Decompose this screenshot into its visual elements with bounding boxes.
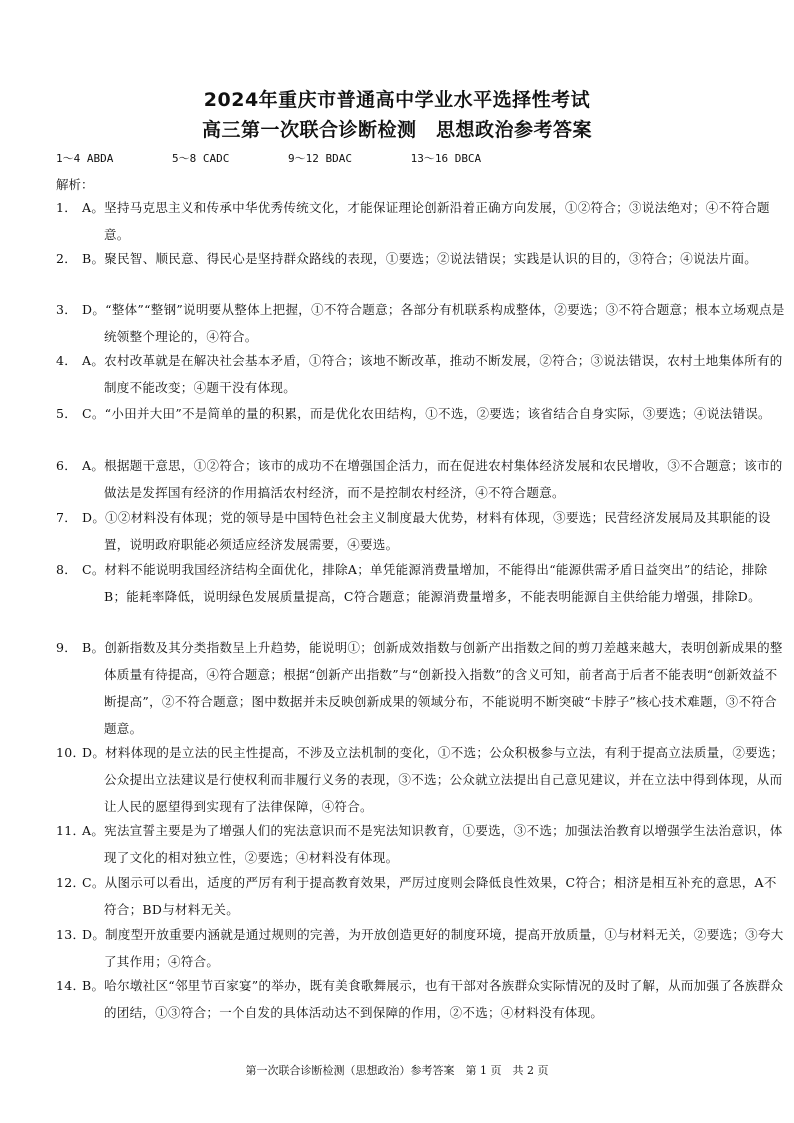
analysis-item: 1． A。坚持马克思主义和传承中华优秀传统文化，才能保证理论创新沿着正确方向发展，①②符合；③说法绝对；④不符合题意。 bbox=[56, 200, 770, 242]
analysis-text: 哈尔墩社区“邻里节百家宴”的举办，既有美食歌舞展示，也有干部对各族群众实际情况的及时了解，从而加强了各族群众的团结，①③符合；一个自发的具体活动达不到保障的作用，②不选；④材料没有体现。 bbox=[104, 978, 784, 1020]
analysis-item: 8． C。材料不能说明我国经济结构全面优化，排除A；单凭能源消费量增加，不能得出“能源供需矛盾日益突出”的结论，排除B；能耗率降低，说明绿色发展质量提高，C符合题意；能源消费量增多，不能表明能源自主供给能力增强，排除D。 bbox=[56, 562, 768, 604]
page-footer: 第一次联合诊断检测（思想政治）参考答案 第 1 页 共 2 页 bbox=[245, 1064, 549, 1077]
analysis-text: “小田并大田”不是简单的量的积累，而是优化农田结构，①不选，②要选；该省结合自身实际，③要选；④说法错误。 bbox=[104, 406, 771, 421]
analysis-text: ①②材料没有体现；党的领导是中国特色社会主义制度最大优势，材料有体现，③要选；民营经济发展局及其职能的设置，说明政府职能必须适应经济发展需要，④要选。 bbox=[104, 510, 771, 552]
answer-group: 9～12 BDAC bbox=[287, 152, 352, 165]
analysis-item: 4． A。农村改革就是在解决社会基本矛盾，①符合；该地不断改革，推动不断发展，②符合；③说法错误，农村土地集体所有的制度不能改变；④题干没有体现。 bbox=[56, 353, 783, 395]
analysis-item: 2． B。聚民智、顺民意、得民心是坚持群众路线的表现，①要选；②说法错误；实践是认识的目的，③符合；④说法片面。 bbox=[56, 251, 758, 266]
answer-group: 5～8 CADC bbox=[171, 152, 230, 165]
analysis-item: 10．D。材料体现的是立法的民主性提高，不涉及立法机制的变化，①不选；公众积极参与立法，有利于提高立法质量，②要选；公众提出立法建议是行使权利而非履行义务的表现，③不选；公众就立法提出自己意见建议，并在立法中得到体现，从而让人民的愿望得到实现有了法律保障，④符合。 bbox=[56, 745, 784, 814]
answer-group: 1～4 ABDA bbox=[56, 152, 114, 165]
analysis-item: 9． B。创新指数及其分类指数呈上升趋势，能说明①；创新成效指数与创新产出指数之间的剪刀差越来越大，表明创新成果的整体质量有待提高，④符合题意；根据“创新产出指数”与“创新投入指数”的含义可知，前者高于后者不能表明“创新效益不断提高”，②不符合题意；图中数据并未反映创新成果的领域分布，不能说明不断突破“卡脖子”核心技术难题，③不符合题意。 bbox=[56, 640, 783, 736]
analysis-item: 11．A。宪法宣誓主要是为了增强人们的宪法意识而不是宪法知识教育，①要选，③不选；加强法治教育以增强学生法治意识，体现了文化的相对独立性，②要选；④材料没有体现。 bbox=[56, 823, 783, 865]
analysis-text: 宪法宣誓主要是为了增强人们的宪法意识而不是宪法知识教育，①要选，③不选；加强法治教育以增强学生法治意识，体现了文化的相对独立性，②要选；④材料没有体现。 bbox=[104, 823, 783, 865]
analysis-item: 6． A。根据题干意思，①②符合；该市的成功不在增强国企活力，而在促进农村集体经济发展和农民增收，③不合题意；该市的做法是发挥国有经济的作用搞活农村经济，而不是控制农村经济，④不符合题意。 bbox=[56, 458, 783, 500]
analysis-text: 材料不能说明我国经济结构全面优化，排除A；单凭能源消费量增加，不能得出“能源供需矛盾日益突出”的结论，排除B；能耗率降低，说明绿色发展质量提高，C符合题意；能源消费量增多，不能表明能源自主供给能力增强，排除D。 bbox=[104, 562, 768, 604]
page-subtitle: 高三第一次联合诊断检测 思想政治参考答案 bbox=[201, 119, 592, 141]
analysis-text: 坚持马克思主义和传承中华优秀传统文化，才能保证理论创新沿着正确方向发展，①②符合；③说法绝对；④不符合题意。 bbox=[104, 200, 770, 242]
analysis-text: 农村改革就是在解决社会基本矛盾，①符合；该地不断改革，推动不断发展，②符合；③说法错误，农村土地集体所有的制度不能改变；④题干没有体现。 bbox=[104, 353, 783, 395]
analysis-item: 14．B。哈尔墩社区“邻里节百家宴”的举办，既有美食歌舞展示，也有干部对各族群众实际情况的及时了解，从而加强了各族群众的团结，①③符合；一个自发的具体活动达不到保障的作用，②不选；④材料没有体现。 bbox=[56, 978, 784, 1020]
answer-key bbox=[56, 150, 533, 166]
analysis-item: 5． C。“小田并大田”不是简单的量的积累，而是优化农田结构，①不选，②要选；该省结合自身实际，③要选；④说法错误。 bbox=[56, 406, 771, 421]
analysis-text: 根据题干意思，①②符合；该市的成功不在增强国企活力，而在促进农村集体经济发展和农民增收，③不合题意；该市的做法是发挥国有经济的作用搞活农村经济，而不是控制农村经济，④不符合题意。 bbox=[104, 458, 783, 500]
analysis-text: “整体”“整钢”说明要从整体上把握，①不符合题意；各部分有机联系构成整体，②要选；③不符合题意；根本立场观点是统领整个理论的，④符合。 bbox=[104, 302, 785, 344]
analysis-item: 3． D。“整体”“整钢”说明要从整体上把握，①不符合题意；各部分有机联系构成整体，②要选；③不符合题意；根本立场观点是统领整个理论的，④符合。 bbox=[56, 302, 785, 344]
analysis-text: 聚民智、顺民意、得民心是坚持群众路线的表现，①要选；②说法错误；实践是认识的目的，③符合；④说法片面。 bbox=[104, 251, 758, 266]
analysis-label: 解析： bbox=[56, 177, 94, 192]
analysis-item: 12．C。从图示可以看出，适度的严厉有利于提高教育效果，严厉过度则会降低良性效果，C符合；相济是相互补充的意思，A不符合；BD与材料无关。 bbox=[56, 875, 777, 917]
analysis-text: 创新指数及其分类指数呈上升趋势，能说明①；创新成效指数与创新产出指数之间的剪刀差越来越大，表明创新成果的整体质量有待提高，④符合题意；根据“创新产出指数”与“创新投入指数”的含义可知，前者高于后者不能表明“创新效益不断提高”，②不符合题意；图中数据并未反映创新成果的领域分布，不能说明不断突破“卡脖子”核心技术难题，③不符合题意。 bbox=[104, 640, 783, 736]
analysis-text: 材料体现的是立法的民主性提高，不涉及立法机制的变化，①不选；公众积极参与立法，有利于提高立法质量，②要选；公众提出立法建议是行使权利而非履行义务的表现，③不选；公众就立法提出自己意见建议，并在立法中得到体现，从而让人民的愿望得到实现有了法律保障，④符合。 bbox=[104, 745, 784, 814]
page-title: 2024年重庆市普通高中学业水平选择性考试 bbox=[203, 89, 591, 111]
analysis-text: 制度型开放重要内涵就是通过规则的完善，为开放创造更好的制度环境，提高开放质量，①与材料无关，②要选；③夸大了其作用；④符合。 bbox=[104, 927, 784, 969]
analysis-item: 7． D。①②材料没有体现；党的领导是中国特色社会主义制度最大优势，材料有体现，③要选；民营经济发展局及其职能的设置，说明政府职能必须适应经济发展需要，④要选。 bbox=[56, 510, 771, 552]
analysis-text: 从图示可以看出，适度的严厉有利于提高教育效果，严厉过度则会降低良性效果，C符合；相济是相互补充的意思，A不符合；BD与材料无关。 bbox=[104, 875, 777, 917]
answer-group: 13～16 DBCA bbox=[410, 152, 482, 165]
analysis-item: 13．D。制度型开放重要内涵就是通过规则的完善，为开放创造更好的制度环境，提高开放质量，①与材料无关，②要选；③夸大了其作用；④符合。 bbox=[56, 927, 784, 969]
